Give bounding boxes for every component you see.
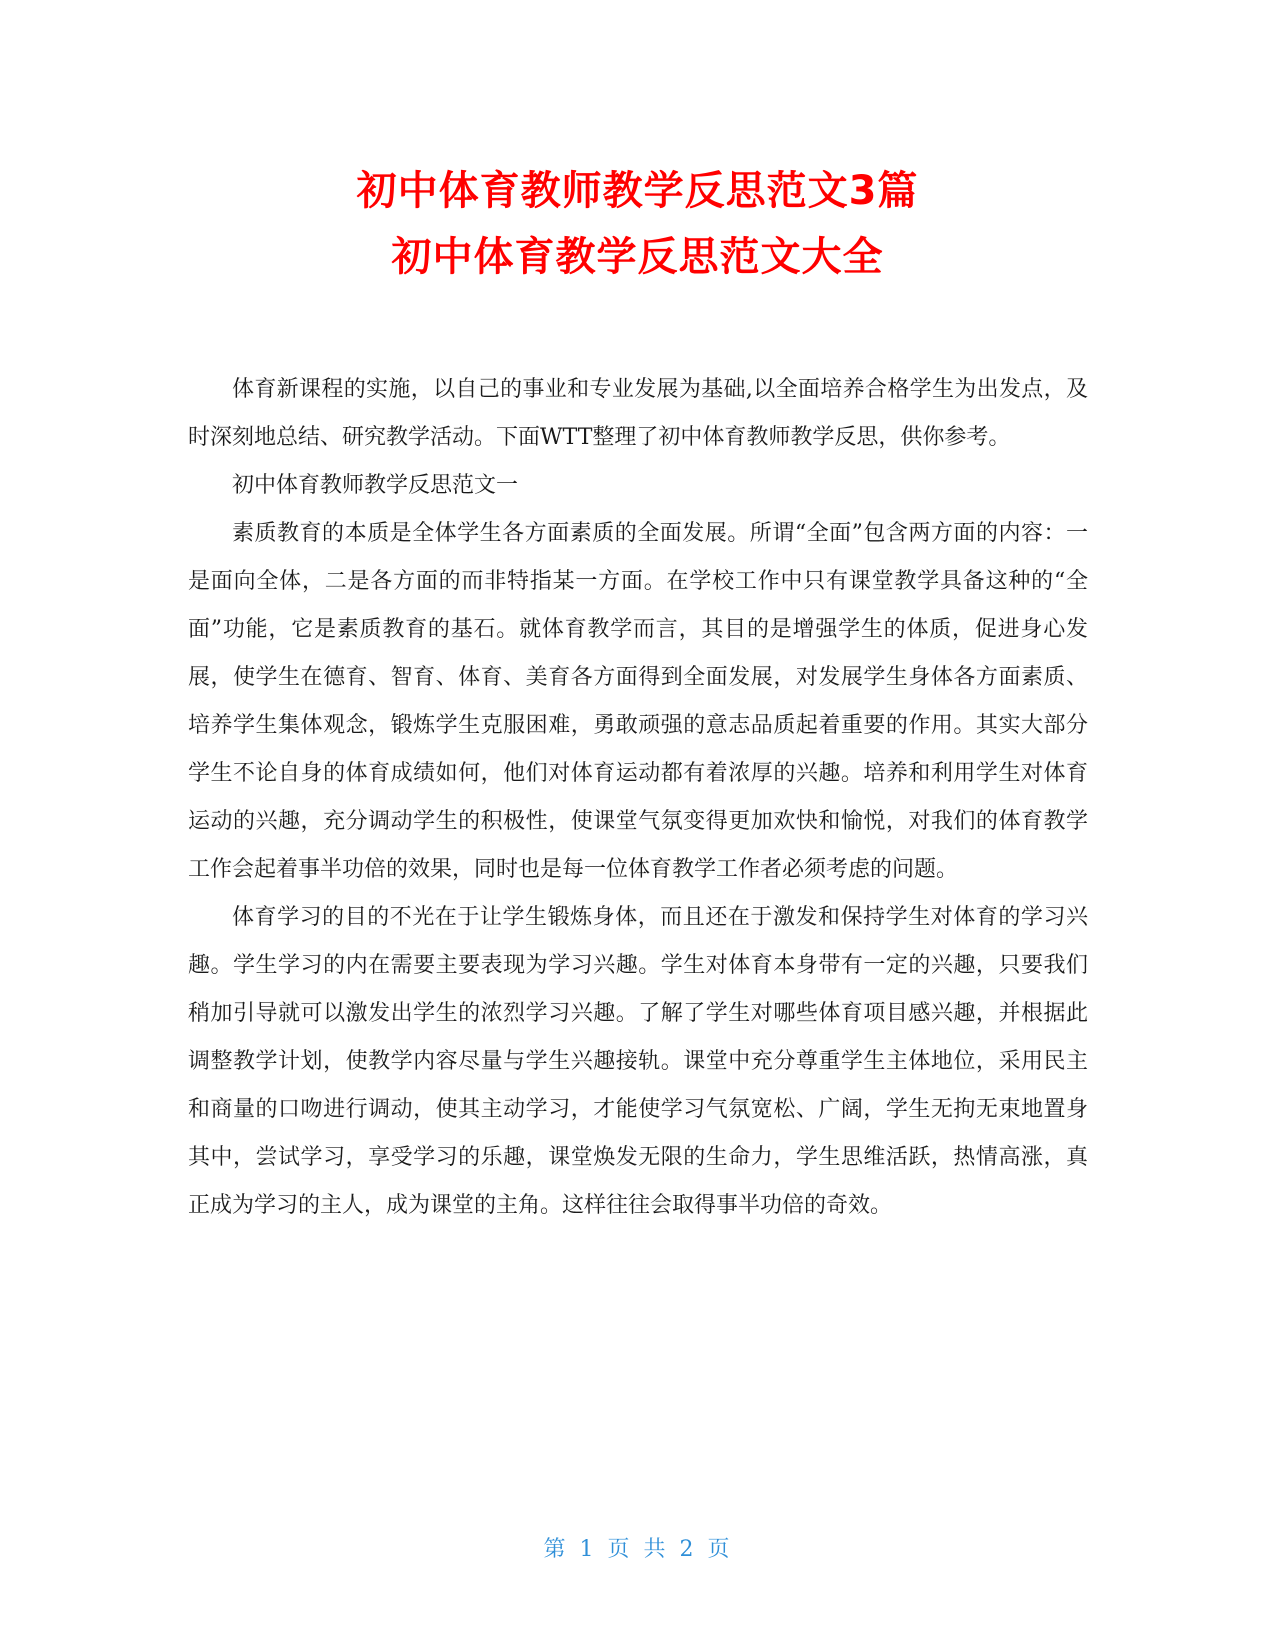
title-block [0, 158, 1275, 290]
footer-total-prefix: 共 [643, 1537, 668, 1562]
intro-paragraph: 体育新课程的实施，以自己的事业和专业发展为基础,以全面培养合格学生为出发点，及时深刻地总结、研究教学活动。下面WTT整理了初中体育教师教学反思，供你参考。 [188, 377, 1088, 450]
body-paragraph: 素质教育的本质是全体学生各方面素质的全面发展。所谓“全面”包含两方面的内容：一是面向全体，二是各方面的而非特指某一方面。在学校工作中只有课堂教学具备这种的“全面”功能，它是素质教育的基石。就体育教学而言，其目的是增强学生的体质，促进身心发展，使学生在德育、智育、体育、美育各方面得到全面发展，对发展学生身体各方面素质、培养学生集体观念，锻炼学生克服困难，勇敢顽强的意志品质起着重要的作用。其实大部分学生不论自身的体育成绩如何，他们对体育运动都有着浓厚的兴趣。培养和利用学生对体育运动的兴趣，充分调动学生的积极性，使课堂气氛变得更加欢快和愉悦，对我们的体育教学工作会起着事半功倍的效果，同时也是每一位体育教学工作者必须考虑的问题。 [188, 521, 1088, 882]
page-footer [0, 1532, 1275, 1563]
section-heading: 初中体育教师教学反思范文一 [232, 473, 519, 498]
footer-current-page: 1 [579, 1537, 596, 1562]
footer-page-suffix: 页 [707, 1537, 732, 1562]
footer-total-pages: 2 [679, 1537, 696, 1562]
document-title: 初中体育教师教学反思范文3篇 [356, 168, 919, 214]
footer-page-prefix: 第 [543, 1537, 568, 1562]
footer-page-mid: 页 [607, 1537, 632, 1562]
body-paragraph: 体育学习的目的不光在于让学生锻炼身体，而且还在于激发和保持学生对体育的学习兴趣。学生学习的内在需要主要表现为学习兴趣。学生对体育本身带有一定的兴趣，只要我们稍加引导就可以激发出学生的浓烈学习兴趣。了解了学生对哪些体育项目感兴趣，并根据此调整教学计划，使教学内容尽量与学生兴趣接轨。课堂中充分尊重学生主体地位，采用民主和商量的口吻进行调动，使其主动学习，才能使学习气氛宽松、广阔，学生无拘无束地置身其中，尝试学习，享受学习的乐趣，课堂焕发无限的生命力，学生思维活跃，热情高涨，真正成为学习的主人，成为课堂的主角。这样往往会取得事半功倍的奇效。 [188, 905, 1088, 1218]
document-subtitle: 初中体育教学反思范文大全 [391, 234, 884, 280]
document-body [188, 366, 1088, 1230]
